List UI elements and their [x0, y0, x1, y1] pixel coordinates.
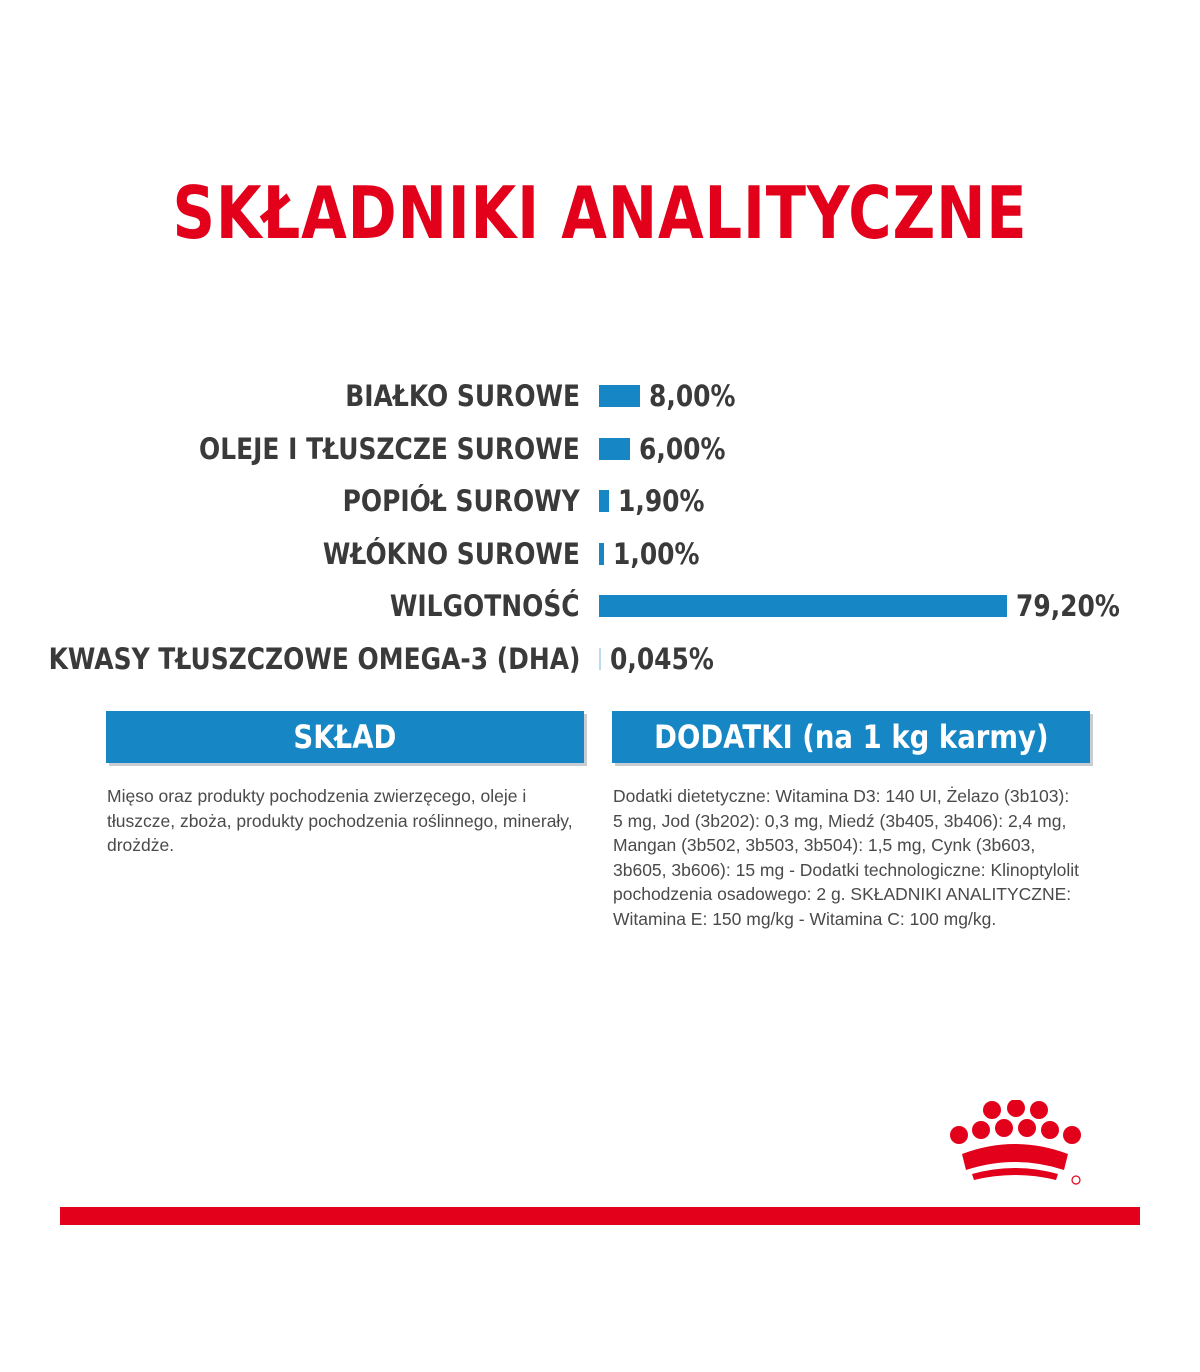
category-label: WŁÓKNO SUROWE: [322, 536, 580, 571]
composition-text: Mięso oraz produkty pochodzenia zwierzęcego, oleje i tłuszcze, zboża, produkty pochodzenia roślinnego, minerały, drożdże.: [107, 786, 573, 855]
value-label: 1,00%: [613, 536, 700, 571]
bar: [599, 438, 630, 460]
bar: [599, 595, 1007, 617]
page-title: SKŁADNIKI ANALITYCZNE: [172, 171, 1028, 255]
value-label: 79,20%: [1016, 589, 1120, 623]
category-label: KWASY TŁUSZCZOWE OMEGA-3 (DHA): [48, 641, 580, 676]
value-label: 8,00%: [649, 379, 736, 413]
composition-header: [106, 711, 584, 763]
bar: [599, 490, 609, 512]
category-label: POPIÓŁ SUROWY: [342, 484, 580, 518]
crown-icon: [940, 1100, 1090, 1190]
category-label: BIAŁKO SUROWE: [345, 379, 580, 413]
footer-red-stripe: [60, 1207, 1140, 1225]
additives-text: Dodatki dietetyczne: Witamina D3: 140 UI, Żelazo (3b103): 5 mg, Jod (3b202): 0,3 mg, Miedź (3b405, 3b406): 2,4 mg, Mangan (3b502, 3b503, 3b504): 1,5 mg, Cynk (3b603, 3b605, 3b606): 15 mg - Dodatki technologiczne: Klinoptylolit pochodzenia osadowego: 2 g. SKŁADNIKI ANALITYCZNE: Witamina E: 150 mg/kg - Witamina C: 100 mg/kg.: [613, 786, 1079, 929]
composition-heading: SKŁAD: [293, 718, 397, 756]
value-label: 1,90%: [617, 484, 705, 518]
category-label: OLEJE I TŁUSZCZE SUROWE: [199, 431, 580, 466]
bar: [599, 385, 640, 407]
bar: [599, 543, 604, 565]
analytical-constituents-chart: [0, 370, 1200, 690]
additives-heading: DODATKI (na 1 kg karmy): [653, 718, 1049, 756]
value-label: 0,045%: [610, 641, 714, 676]
bar: [599, 648, 601, 670]
value-label: 6,00%: [638, 431, 726, 466]
category-label: WILGOTNOŚĆ: [390, 589, 580, 623]
additives-header: [612, 711, 1090, 763]
